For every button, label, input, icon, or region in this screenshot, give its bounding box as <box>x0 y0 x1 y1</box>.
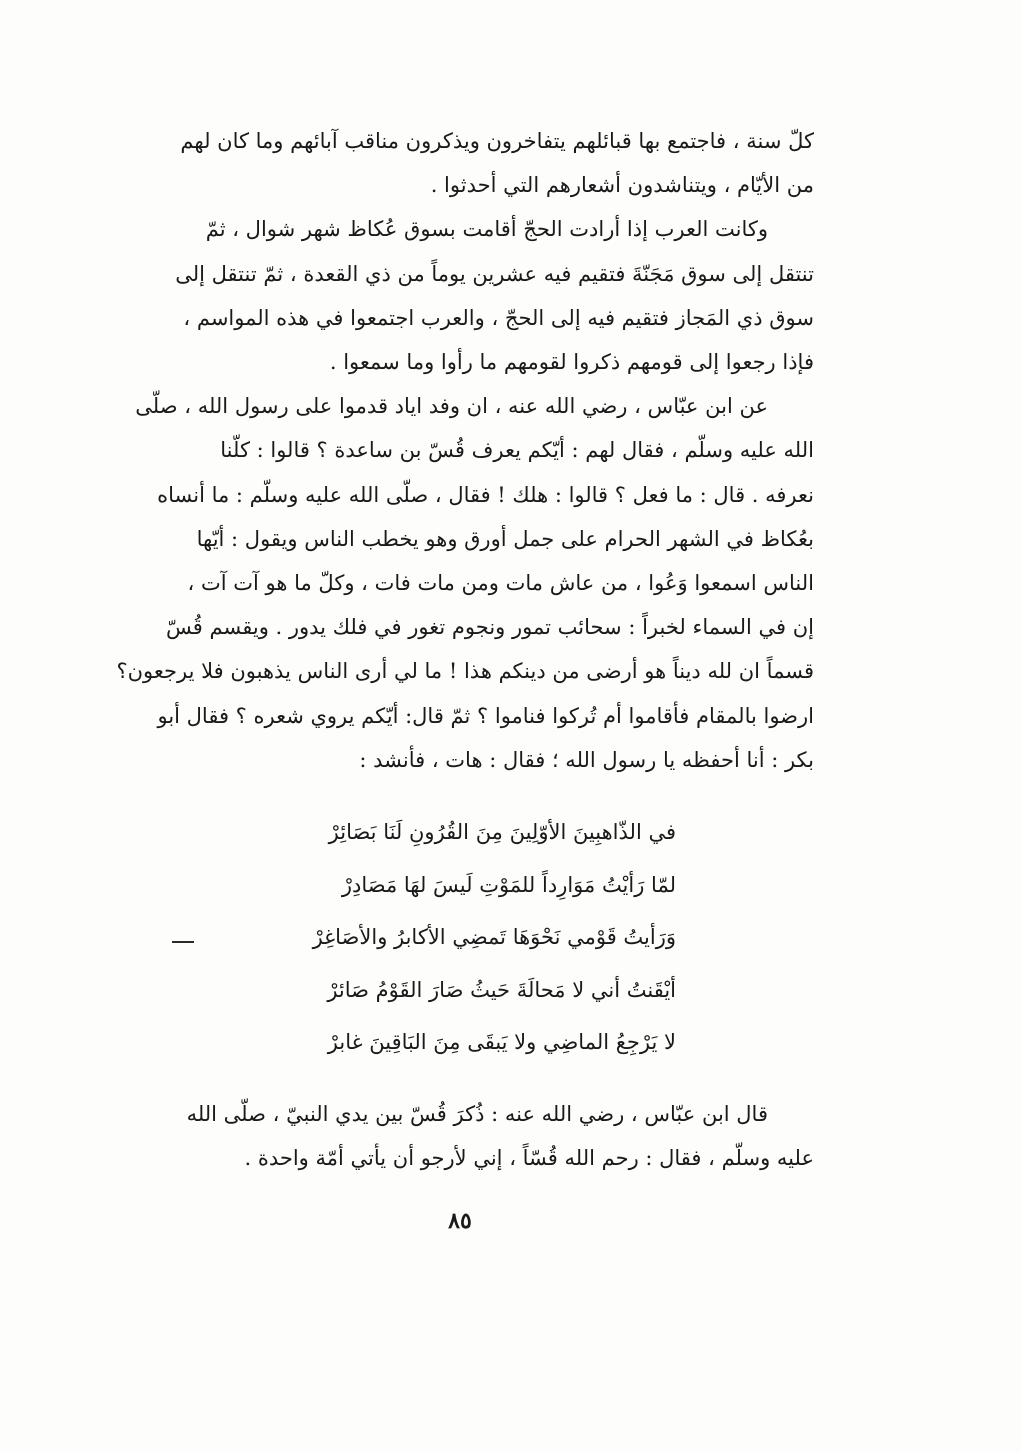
text-line: الله عليه وسلّم ، فقال لهم : أيّكم يعرف قُسّ بن ساعدة ؟ قالوا : كلّنا <box>220 438 814 463</box>
text-line: عليه وسلّم ، فقال : رحم الله قُسّاً ، إني لأرجو أن يأتي أمّة واحدة . <box>244 1146 814 1171</box>
text-line: بكر : أنا أحفظه يا رسول الله ؛ فقال : هات ، فأنشد : <box>359 747 814 772</box>
page-number: ٨٥ <box>448 1208 472 1234</box>
text-line: من الأيّام ، ويتناشدون أشعارهم التي أحدثوا . <box>430 173 814 198</box>
text-line: كلّ سنة ، فاجتمع بها قبائلهم يتفاخرون ويذكرون مناقب آبائهم وما كان لهم <box>180 129 814 153</box>
text-line: سوق ذي المَجاز فتقيم فيه إلى الحجّ ، والعرب اجتمعوا في هذه المواسم ، <box>183 305 814 330</box>
body-text-top <box>108 119 814 782</box>
poem <box>240 806 676 1069</box>
text-line: عن ابن عبّاس ، رضي الله عنه ، ان وفد اياد قدموا على رسول الله ، صلّى <box>135 394 768 419</box>
poem-verse: وَرَأيتُ قَوْمي نَحْوَهَا تَمضِي الأكابرُ والأصَاغِرْ <box>312 925 676 950</box>
text-line: الناس اسمعوا وَعُوا ، من عاش مات ومن مات فات ، وكلّ ما هو آت آت ، <box>187 571 814 596</box>
text-line: بعُكاظ في الشهر الحرام على جمل أورق وهو يخطب الناس ويقول : أيّها <box>196 526 814 551</box>
poem-verse: في الذّاهبِينَ الأوّلِينَ مِنَ القُرُونِ لَنَا بَصَائِرْ <box>328 820 676 844</box>
text-line: فإذا رجعوا إلى قومهم ذكروا لقومهم ما رأوا وما سمعوا . <box>329 350 814 375</box>
poem-verse: لمّا رَأيْتُ مَوَارِداً للمَوْتِ لَيسَ لهَا مَصَادِرْ <box>341 872 676 897</box>
text-line: ارضوا بالمقام فأقاموا أم تُركوا فناموا ؟ ثمّ قال: أيّكم يروي شعره ؟ فقال أبو <box>157 703 814 728</box>
body-text-bottom <box>108 1092 814 1180</box>
text-line: نعرفه . قال : ما فعل ؟ قالوا : هلك ! فقال ، صلّى الله عليه وسلّم : ما أنساه <box>157 482 814 507</box>
text-line: إن في السماء لخبراً : سحائب تمور ونجوم تغور في فلك يدور . ويقسم قُسّ <box>166 615 814 640</box>
text-line: وكانت العرب إذا أرادت الحجّ أقامت بسوق عُكاظ شهر شوال ، ثمّ <box>205 217 768 242</box>
poem-verse: لا يَرْجِعُ الماضِي ولا يَبقَى مِنَ البَاقِينَ غابرْ <box>327 1030 676 1055</box>
paragraph-4 <box>108 1092 814 1180</box>
text-line: قال ابن عبّاس ، رضي الله عنه : ذُكرَ قُسّ بين يدي النبيّ ، صلّى الله <box>186 1102 768 1126</box>
text-line: قسماً ان لله ديناً هو أرضى من دينكم هذا ! ما لي أرى الناس يذهبون فلا يرجعون؟ <box>116 659 814 684</box>
text-line: تنتقل إلى سوق مَجَنّةَ فتقيم فيه عشرين يوماً من ذي القعدة ، ثمّ تنتقل إلى <box>175 261 814 286</box>
poem-verse: أيْقَنتُ أني لا مَحالَةَ حَيثُ صَارَ القَوْمُ صَائرْ <box>327 977 676 1002</box>
paragraph-3 <box>108 384 814 782</box>
paragraph-2 <box>108 207 814 384</box>
margin-mark <box>172 941 194 943</box>
paragraph-1 <box>108 119 814 207</box>
